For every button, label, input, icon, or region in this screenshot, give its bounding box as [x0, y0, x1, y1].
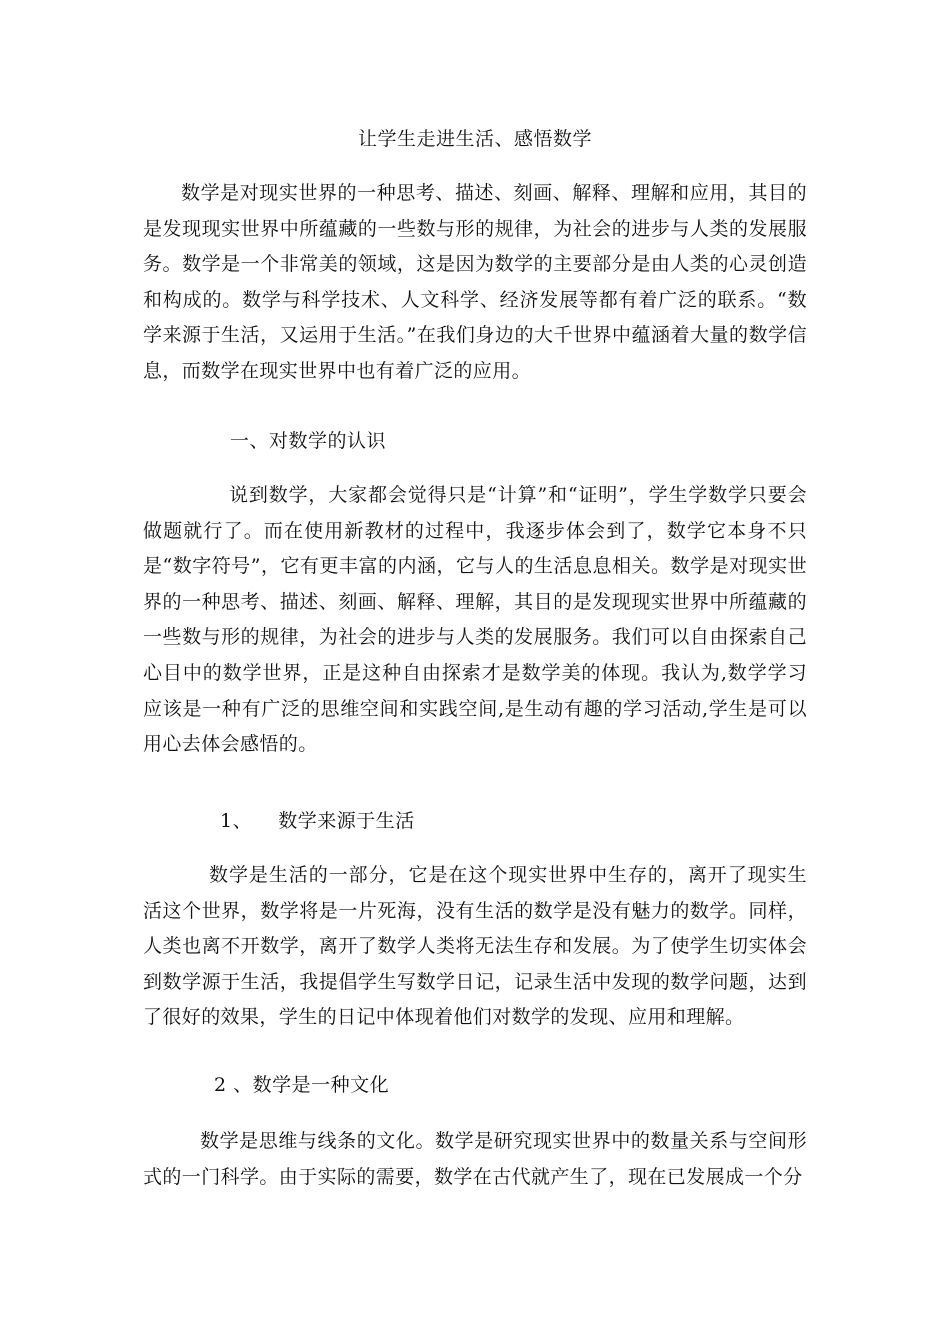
subsection-heading-math-culture: 2 、数学是一种文化 — [214, 1074, 390, 1096]
subsection-heading-math-from-life: 1、 数学来源于生活 — [220, 810, 415, 832]
document-title: 让学生走进生活、感悟数学 — [357, 128, 592, 150]
subsection-body-math-culture: 数学是思维与线条的文化。数学是研究现实世界中的数量关系与空间形式的一门科学。由于实际的需要，数学在古代就产生了，现在已发展成一个分 — [143, 1130, 807, 1188]
subsection-body-math-from-life: 数学是生活的一部分，它是在这个现实世界中生存的，离开了现实生活这个世界，数学将是一片死海，没有生活的数学是没有魅力的数学。同样，人类也离不开数学，离开了数学人类将无法生存和发展。为了使学生切实体会到数学源于生活，我提倡学生写数学日记，记录生活中发现的数学问题，达到了很好的效果，学生的日记中体现着他们对数学的发现、应用和理解。 — [143, 864, 807, 1029]
section-heading-understanding: 一、对数学的认识 — [230, 430, 387, 452]
section-body-understanding: 说到数学，大家都会觉得只是“计算”和“证明”，学生学数学只要会做题就行了。而在使用新教材的过程中，我逐步体会到了，数学它本身不只是“数字符号”，它有更丰富的内涵，它与人的生活息息相关。数学是对现实世界的一种思考、描述、刻画、解释、理解，其目的是发现现实世界中所蕴藏的一些数与形的规律，为社会的进步与人类的发展服务。我们可以自由探索自己心目中的数学世界，正是这种自由探索才是数学美的体现。我认为,数学学习应该是一种有广泛的思维空间和实践空间,是生动有趣的学习活动,学生是可以用心去体会感悟的。 — [143, 484, 807, 756]
intro-paragraph: 数学是对现实世界的一种思考、描述、刻画、解释、理解和应用，其目的是发现现实世界中所蕴藏的一些数与形的规律，为社会的进步与人类的发展服务。数学是一个非常美的领域，这是因为数学的主要部分是由人类的心灵创造和构成的。数学与科学技术、人文科学、经济发展等都有着广泛的联系。“数学来源于生活，又运用于生活。”在我们身边的大千世界中蕴涵着大量的数学信息，而数学在现实世界中也有着广泛的应用。 — [143, 182, 807, 382]
